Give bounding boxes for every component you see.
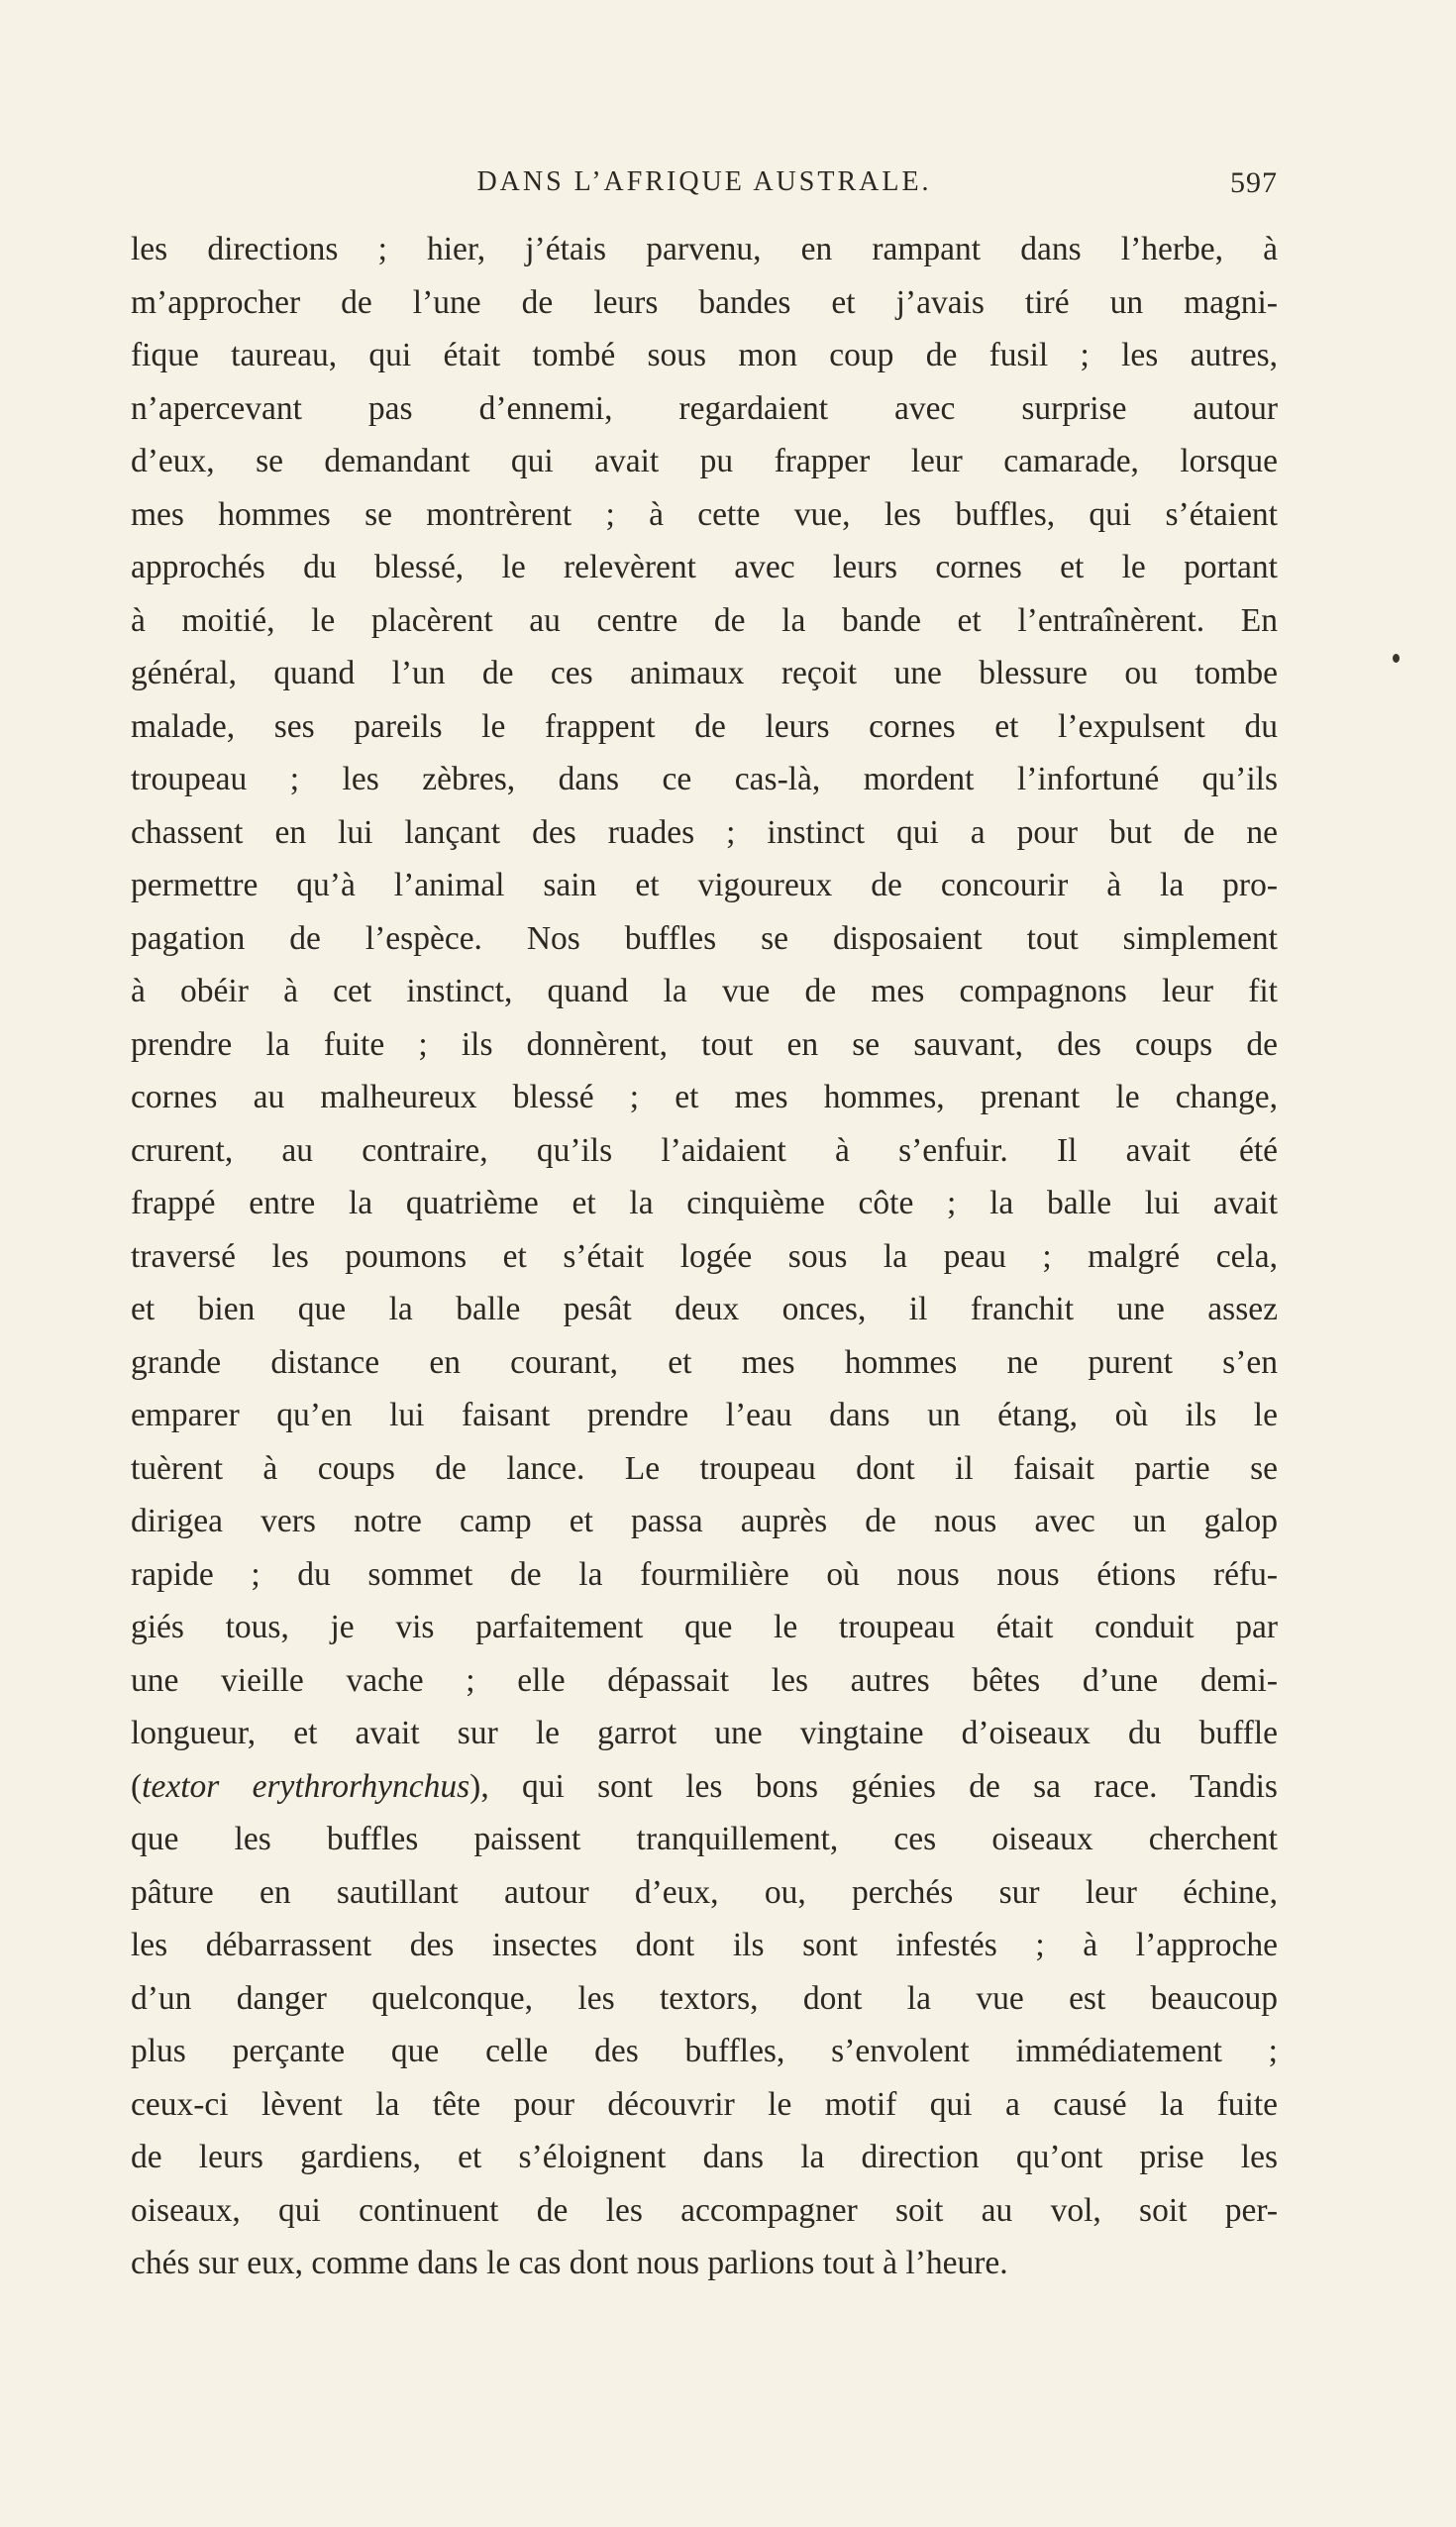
text-line: général, quand l’un de ces animaux reçoit une blessure ou tombe: [131, 655, 1278, 691]
text-line-last: chés sur eux, comme dans le cas dont nous parlions tout à l’heure.: [131, 2245, 1008, 2281]
text-line: d’un danger quelconque, les textors, dont la vue est beaucoup: [131, 1979, 1278, 2017]
text-line: giés tous, je vis parfaitement que le troupeau était conduit par: [131, 1609, 1278, 1645]
text-line: longueur, et avait sur le garrot une vingtaine d’oiseaux du buffle: [131, 1715, 1278, 1751]
text-line: ceux-ci lèvent la tête pour découvrir le motif qui a causé la fuite: [131, 2085, 1278, 2123]
text-line: une vieille vache ; elle dépassait les autres bêtes d’une demi-: [131, 1661, 1278, 1699]
text-line: n’apercevant pas d’ennemi, regardaient avec surprise autour: [131, 389, 1278, 427]
running-title: DANS L’AFRIQUE AUSTRALE.: [476, 166, 932, 197]
species-name: textor erythrorhynchus: [142, 1767, 470, 1805]
text-line: permettre qu’à l’animal sain et vigoureux de concourir à la pro-: [131, 867, 1278, 903]
text-line: mes hommes se montrèrent ; à cette vue, les buffles, qui s’étaient: [131, 495, 1278, 533]
ink-speck: [1393, 654, 1400, 663]
text-line: (textor erythrorhynchus), qui sont les bons génies de sa race. Tandis: [131, 1767, 1278, 1805]
text-line: approchés du blessé, le relevèrent avec leurs cornes et le portant: [131, 549, 1278, 585]
text-line: fique taureau, qui était tombé sous mon coup de fusil ; les autres,: [131, 337, 1278, 373]
text-line: d’eux, se demandant qui avait pu frapper leur camarade, lorsque: [131, 443, 1278, 479]
text-line: rapide ; du sommet de la fourmilière où nous nous étions réfu-: [131, 1555, 1278, 1593]
text-line: à moitié, le placèrent au centre de la bande et l’entraînèrent. En: [131, 601, 1278, 639]
text-line: traversé les poumons et s’était logée sous la peau ; malgré cela,: [131, 1237, 1278, 1275]
text-line: à obéir à cet instinct, quand la vue de mes compagnons leur fit: [131, 973, 1278, 1009]
text-line: pâture en sautillant autour d’eux, ou, perchés sur leur échine,: [131, 1873, 1278, 1911]
text-line: les débarrassent des insectes dont ils sont infestés ; à l’approche: [131, 1927, 1278, 1963]
text-line: malade, ses pareils le frappent de leurs cornes et l’expulsent du: [131, 707, 1278, 745]
text-line: que les buffles paissent tranquillement, ces oiseaux cherchent: [131, 1821, 1278, 1857]
page-number: 597: [1230, 166, 1278, 199]
text-line: emparer qu’en lui faisant prendre l’eau dans un étang, où ils le: [131, 1397, 1278, 1433]
text-line: troupeau ; les zèbres, dans ce cas-là, mordent l’infortuné qu’ils: [131, 761, 1278, 797]
text-line: pagation de l’espèce. Nos buffles se disposaient tout simplement: [131, 919, 1278, 957]
text-line: tuèrent à coups de lance. Le troupeau dont il faisait partie se: [131, 1449, 1278, 1487]
text-line: les directions ; hier, j’étais parvenu, en rampant dans l’herbe, à: [131, 231, 1278, 267]
text-line: prendre la fuite ; ils donnèrent, tout en se sauvant, des coups de: [131, 1025, 1278, 1063]
text-line: frappé entre la quatrième et la cinquième côte ; la balle lui avait: [131, 1185, 1278, 1221]
text-line: cornes au malheureux blessé ; et mes hommes, prenant le change,: [131, 1079, 1278, 1115]
text-line: dirigea vers notre camp et passa auprès de nous avec un galop: [131, 1503, 1278, 1539]
text-line: et bien que la balle pesât deux onces, il franchit une assez: [131, 1291, 1278, 1327]
text-line: chassent en lui lançant des ruades ; instinct qui a pour but de ne: [131, 813, 1278, 851]
running-head: [131, 166, 1278, 206]
text-line: oiseaux, qui continuent de les accompagner soit au vol, soit per-: [131, 2191, 1278, 2229]
text-line: crurent, au contraire, qu’ils l’aidaient à s’enfuir. Il avait été: [131, 1131, 1278, 1169]
text-line: m’approcher de l’une de leurs bandes et j’avais tiré un magni-: [131, 283, 1278, 321]
body-text: [131, 223, 1278, 2290]
text-line: grande distance en courant, et mes hommes ne purent s’en: [131, 1343, 1278, 1381]
text-line: de leurs gardiens, et s’éloignent dans la direction qu’ont prise les: [131, 2139, 1278, 2175]
text-line: plus perçante que celle des buffles, s’envolent immédiatement ;: [131, 2033, 1278, 2069]
